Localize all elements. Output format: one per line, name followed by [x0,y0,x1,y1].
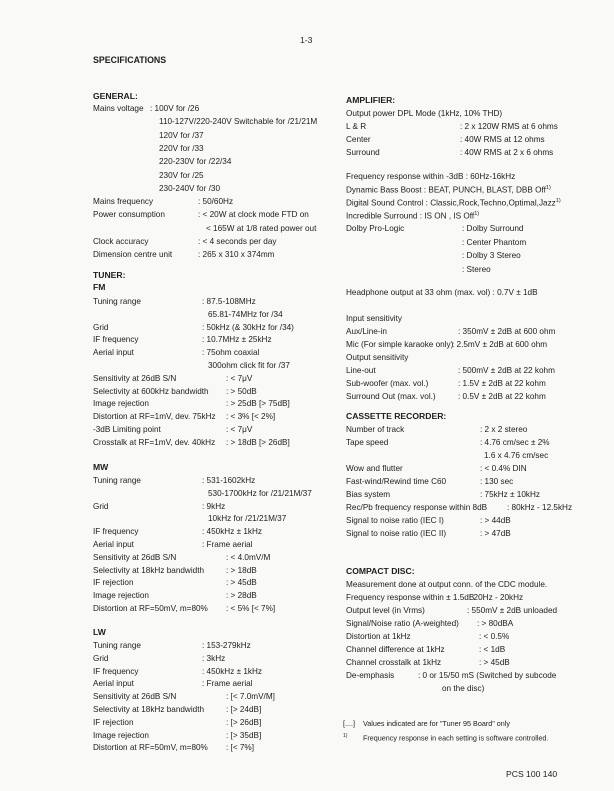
spec-value: : 450kHz ± 1kHz [202,527,263,537]
page-number: 1-3 [300,35,313,45]
spec-label: Tape speed [346,438,389,447]
spec-value: : 100V for /26 [150,104,200,113]
spec-value: : < 20W at clock mode FTD on [198,210,309,220]
mw-heading: MW [93,462,109,472]
spec-label: Fast-wind/Rewind time C60 [346,477,447,486]
spec-value: : 350mV ± 2dB at 600 ohm [458,327,556,336]
spec-label: Mic (For simple karaoke only) [346,340,454,349]
spec-value: 220V for /33 [159,143,204,153]
spec-value: : 550mV ± 2dB unloaded [467,606,558,615]
spec-value: 110-127V/220-240V Switchable for /21/21M [159,117,318,127]
bass-boost-line: Dynamic Bass Boost : BEAT, PUNCH, BLAST, DBB Off$^{1)}$ [346,185,551,195]
spec-value: 300ohm click fit for /37 [208,361,290,370]
spec-label: Line-out [346,366,376,375]
spec-label: Sub-woofer (max. vol.) [346,379,429,388]
spec-value: : 87.5-108MHz [202,297,256,306]
spec-label: IF rejection [93,578,134,588]
spec-value: : > 47dB [480,529,511,538]
spec-label: Aerial input [93,348,134,358]
incredible-surround-line: Incredible Surround : IS ON , IS Off$^{1)}$ [346,211,480,221]
spec-value: : Frame aerial [202,540,253,549]
spec-value: : > 18dB [> 26dB] [226,437,290,447]
spec-value: : < 5% [< 7%] [226,604,276,613]
spec-value: : > 44dB [480,516,511,525]
spec-value: : 0 or 15/50 mS (Switched by subcode [418,671,557,680]
spec-value: : [> 26dB] [226,717,262,727]
spec-value: : > 28dB [226,591,257,601]
spec-label: Dimension centre unit [93,250,173,260]
spec-label: Aerial input [93,540,134,549]
spec-value: : [> 24dB] [226,705,262,714]
spec-label: Output level (in Vrms) [346,606,425,615]
spec-value: : < 4.0mV/M [226,552,271,562]
spec-value: : 0.5V ± 2dB at 22 kohm [458,392,546,401]
spec-label: Clock accuracy [93,237,149,246]
spec-value: : 75ohm coaxial [202,348,260,358]
spec-value: : 9kHz [202,501,226,511]
dolby-mode-item: : Center Phantom [462,237,527,247]
compact-disc-heading: COMPACT DISC: [346,566,415,576]
spec-label: IF frequency [93,666,139,676]
spec-value: : 50/60Hz [198,197,234,207]
spec-value: : < 0.4% DIN [480,464,527,473]
dolby-mode-item: : Dolby 3 Stereo [462,251,521,260]
spec-value: : 20Hz - 20kHz [469,593,524,602]
spec-label: Selectivity at 600kHz bandwidth [93,386,209,396]
spec-label: Signal to noise ratio (IEC I) [346,516,444,525]
spec-value: : 153-279kHz [202,641,251,650]
spec-label: Distortion at RF=1mV, dev. 75kHz [93,412,216,422]
spec-label: Channel difference at 1kHz [346,645,445,654]
headphone-line: Headphone output at 33 ohm (max. vol) : 0.7V ± 1dB [346,288,538,297]
spec-value: 530-1700kHz for /21/21M/37 [208,488,312,498]
spec-value: 230V for /25 [159,170,204,180]
spec-label: L & R [346,122,367,131]
spec-label: IF frequency [93,335,139,345]
input-sensitivity-label: Input sensitivity [346,314,402,323]
spec-label: Selectivity at 18kHz bandwidth [93,705,205,714]
spec-label: Bias system [346,490,391,499]
spec-label: Tuning range [93,297,141,306]
spec-value: 230-240V for /30 [159,183,220,193]
amplifier-heading: AMPLIFIER: [346,95,396,105]
spec-value: : < 4 seconds per day [198,237,277,246]
spec-label: Wow and flutter [346,464,403,473]
spec-label: Power consumption [93,210,165,220]
general-heading: GENERAL: [93,91,138,101]
spec-value: : 450kHz ± 1kHz [202,666,263,676]
spec-value: : [< 7%] [226,743,254,753]
dolby-mode-item: : Dolby Surround [462,224,524,233]
spec-value: 120V for /37 [159,130,204,140]
spec-label: Mains voltage [93,104,144,113]
spec-label: Tuning range [93,476,141,485]
spec-label: Distortion at RF=50mV, m=80% [93,604,208,613]
fm-heading: FM [93,282,106,292]
spec-value: on the disc) [442,684,485,693]
spec-value: : 531-1602kHz [202,476,256,485]
tuner-heading: TUNER: [93,270,126,280]
spec-label: IF frequency [93,527,139,537]
spec-value: : < 3% [< 2%] [226,412,276,422]
spec-label: Grid [93,653,109,663]
spec-label: Channel crosstalk at 1kHz [346,658,442,667]
spec-value: : 80kHz - 12.5kHz [507,503,573,512]
frequency-response-line: Frequency response within -3dB : 60Hz-16kHz [346,172,516,181]
spec-value: : > 45dB [479,658,510,667]
spec-label: Distortion at RF=50mV, m=80% [93,743,208,753]
spec-label: Frequency response within ± 1.5dB [346,593,475,602]
spec-value: : > 50dB [226,386,257,396]
lw-heading: LW [93,627,106,637]
spec-value: : 2 x 2 stereo [480,425,528,434]
spec-label: Distortion at 1kHz [346,632,411,641]
spec-value: : > 45dB [226,578,257,588]
footnote-brackets: [....] Values indicated are for "Tuner 95 Board" only [343,719,510,728]
cd-measurement-note: Measurement done at output conn. of the CDC module. [346,580,548,589]
dolby-mode-item: : Stereo [462,264,491,274]
spec-label: Number of track [346,425,405,434]
spec-value: : < 0.5% [479,632,510,641]
spec-label: De-emphasis [346,671,395,680]
spec-label: Surround [346,148,380,157]
spec-label: Image rejection [93,591,149,601]
spec-value: : 40W RMS at 2 x 6 ohms [460,148,554,157]
spec-label: Grid [93,501,109,511]
spec-label: Surround Out (max. vol.) [346,392,436,401]
spec-label: Image rejection [93,730,149,740]
spec-label: Center [346,135,371,144]
spec-label: Aerial input [93,679,134,689]
spec-value: : 75kHz ± 10kHz [480,490,541,499]
spec-value: : < 7μV [226,425,253,434]
page-title: SPECIFICATIONS [93,55,167,65]
digital-sound-control-line: Digital Sound Control : Classic,Rock,Techno,Optimal,Jazz$^{1)}$ [346,198,561,208]
spec-label: IF rejection [93,717,134,727]
spec-value: : > 80dBA [477,619,514,628]
spec-value: : 10.7MHz ± 25kHz [202,335,272,345]
footnote-software: $^{1)}$ Frequency response in each setting is software controlled. [343,733,549,743]
spec-label: Crosstalk at RF=1mV, dev. 40kHz [93,437,216,447]
spec-value: : > 25dB [> 75dB] [226,399,290,409]
spec-value: : 4.76 cm/sec ± 2% [480,438,550,447]
spec-value: 65.81-74MHz for /34 [208,309,283,319]
spec-label: Rec/Pb frequency response within 8dB [346,503,488,512]
spec-value: : 40W RMS at 12 ohms [460,135,545,144]
spec-value: 1.6 x 4.76 cm/sec [484,451,549,460]
spec-value: : > 18dB [226,565,257,575]
spec-label: Sensitivity at 26dB S/N [93,552,177,562]
spec-label: Signal/Noise ratio (A-weighted) [346,619,459,628]
spec-value: : 130 sec [480,477,514,486]
spec-label: Grid [93,322,109,332]
spec-label: Sensitivity at 26dB S/N [93,373,177,383]
spec-value: : 500mV ± 2dB at 22 kohm [458,366,555,375]
spec-value: : 3kHz [202,653,226,663]
spec-label: Aux/Line-in [346,327,387,336]
spec-label: Image rejection [93,399,149,409]
output-sensitivity-label: Output sensitivity [346,353,409,362]
spec-value: : 2 x 120W RMS at 6 ohms [460,122,558,131]
spec-value: : < 1dB [479,645,506,654]
cassette-heading: CASSETTE RECORDER: [346,411,447,421]
spec-value: : < 7μV [226,373,253,383]
output-power-line: Output power DPL Mode (1kHz, 10% THD) [346,109,503,118]
spec-label: Sensitivity at 26dB S/N [93,692,177,702]
spec-value: : [> 35dB] [226,730,262,740]
spec-value: 10kHz for /21/21M/37 [208,514,287,524]
spec-label: Tuning range [93,641,141,650]
spec-value: : Frame aerial [202,679,253,689]
spec-label: Signal to noise ratio (IEC II) [346,529,447,538]
spec-value: 220-230V for /22/34 [159,157,232,167]
spec-label: Mains frequency [93,197,154,207]
spec-value: : [< 7.0mV/M] [226,692,275,702]
spec-value: < 165W at 1/8 rated power out [206,223,317,233]
spec-label: Selectivity at 18kHz bandwidth [93,565,205,575]
document-id: PCS 100 140 [506,769,558,779]
spec-value: : 2.5mV ± 2dB at 600 ohm [452,340,548,349]
spec-value: : 1.5V ± 2dB at 22 kohm [458,379,546,388]
spec-value: : 265 x 310 x 374mm [198,250,275,260]
spec-value: : 50kHz (& 30kHz for /34) [202,322,294,332]
spec-label: -3dB Limiting point [93,425,161,434]
dolby-label: Dolby Pro-Logic [346,224,405,233]
